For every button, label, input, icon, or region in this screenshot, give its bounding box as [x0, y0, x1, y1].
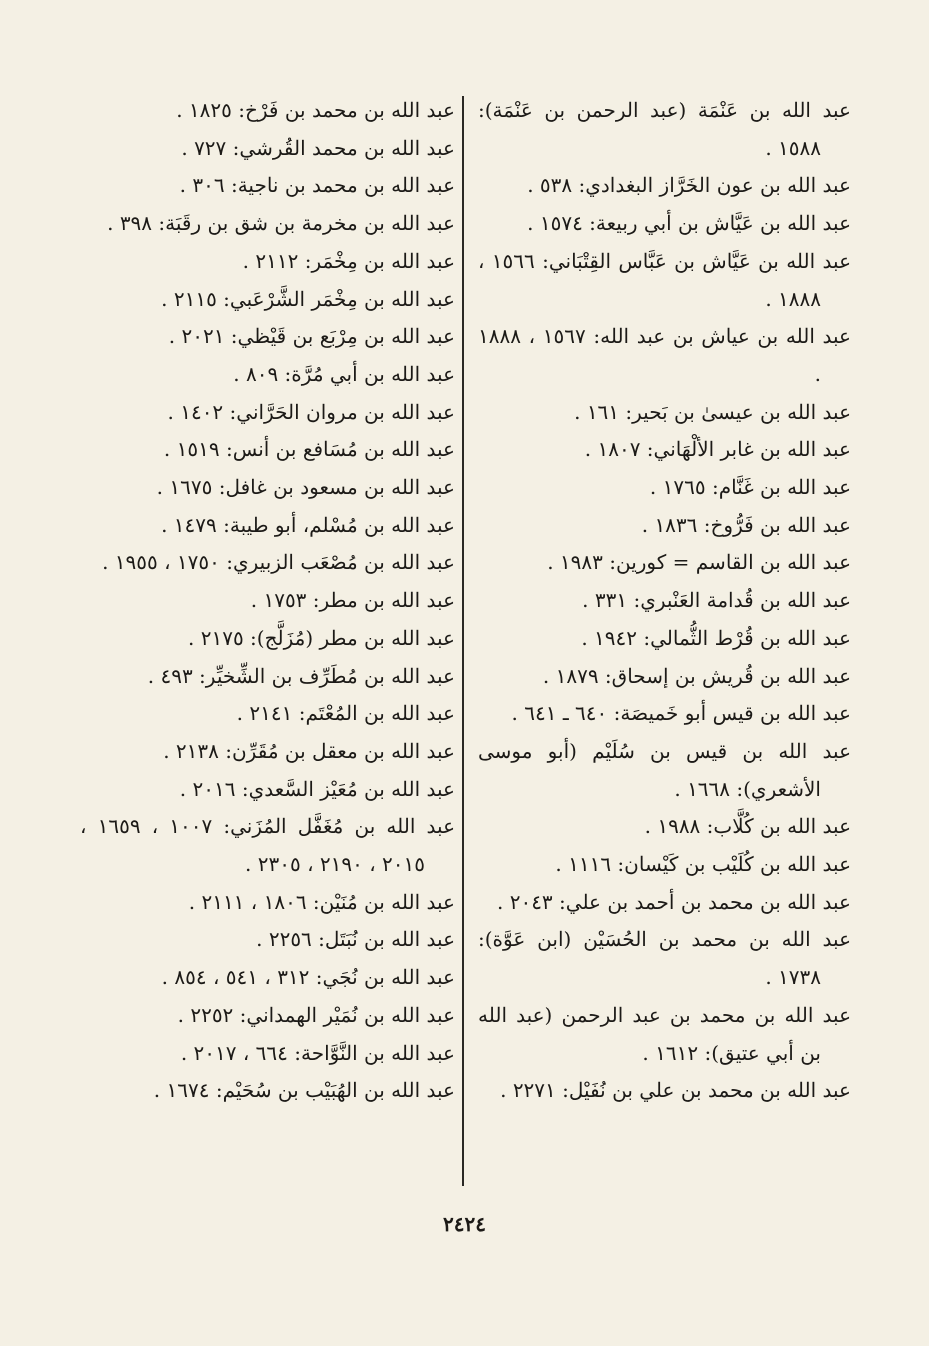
index-entry: عبد الله بن مِخْمَر: ٢١١٢ .	[242, 248, 455, 273]
index-entry: عبد الله بن عون الخَرَّاز البغدادي: ٥٣٨ .	[527, 173, 851, 198]
index-entry: عبد الله بن محمد بن علي بن نُفَيْل: ٢٢٧١ .	[500, 1078, 851, 1103]
index-entry: عبد الله بن قُرْط الثُّمالي: ١٩٤٢ .	[581, 625, 851, 650]
index-entry: عبد الله بن مُسَافع بن أنس: ١٥١٩ .	[163, 437, 455, 462]
index-entry: عبد الله بن عَيَّاش بن أبي ربيعة: ١٥٧٤ .	[527, 211, 851, 236]
index-entry: عبد الله بن محمد بن فَرْخ: ١٨٢٥ .	[176, 98, 455, 122]
index-entry: عبد الله بن معقل بن مُقَرِّن: ٢١٣٨ .	[163, 738, 455, 763]
index-entry: عبد الله بن غابر الألْهَاني: ١٨٠٧ .	[584, 437, 851, 462]
index-entry: عبد الله بن مطر: ١٧٥٣ .	[250, 588, 455, 613]
index-entry: عبد الله بن القاسم = كورين: ١٩٨٣ .	[547, 550, 851, 575]
index-entry: عبد الله بن مخرمة بن شق بن رقَبَة: ٣٩٨ .	[107, 211, 455, 236]
index-entry: عبد الله بن مُسْلم، أبو طيبة: ١٤٧٩ .	[161, 512, 455, 537]
index-entry: عبد الله بن نُجَي: ٣١٢ ، ٥٤١ ، ٨٥٤ .	[161, 965, 455, 990]
index-entry: عبد الله بن محمد بن عبد الرحمن (عبد الله بن أبي عتيق): ١٦١٢ .	[478, 1002, 851, 1065]
index-entry: عبد الله بن الهُبَيْب بن سُحَيْم: ١٦٧٤ .	[153, 1078, 455, 1103]
index-entry: عبد الله بن قيس أبو خَميصَة: ٦٤٠ ـ ٦٤١ .	[511, 701, 851, 726]
index-entry: عبد الله بن قُدامة العَنْبري: ٣٣١ .	[582, 588, 851, 613]
index-entry: عبد الله بن قُريش بن إسحاق: ١٨٧٩ .	[542, 663, 851, 688]
index-entry: عبد الله بن نُمَيْر الهمداني: ٢٢٥٢ .	[177, 1002, 455, 1027]
index-entry: عبد الله بن مُغَفَّل المُزَني: ١٠٠٧ ، ١٦٥٩ ، ٢٠١٥ ، ٢١٩٠ ، ٢٣٠٥ .	[80, 814, 456, 877]
index-entry: عبد الله بن نُبَتَل: ٢٢٥٦ .	[256, 927, 455, 952]
index-entry: عبد الله بن عَيَّاش بن عَبَّاس القِتْبَاني: ١٥٦٦ ، ١٨٨٨ .	[478, 248, 852, 311]
index-entry: عبد الله بن المُعْتَم: ٢١٤١ .	[236, 701, 455, 726]
index-entry: عبد الله بن عياش بن عبد الله: ١٥٦٧ ، ١٨٨٨ .	[478, 324, 851, 386]
index-entry: عبد الله بن مُطَرِّف بن الشِّخيِّر: ٤٩٣ .	[147, 663, 455, 688]
column-divider	[462, 96, 464, 1186]
index-entry: عبد الله بن النَّوَّاحة: ٦٦٤ ، ٢٠١٧ .	[180, 1040, 455, 1065]
index-entry: عبد الله بن فَرُّوخ: ١٨٣٦ .	[641, 512, 851, 537]
index-entry: عبد الله بن عَنْمَة (عبد الرحمن بن عَنْمَة): ١٥٨٨ .	[478, 98, 851, 160]
index-entry: عبد الله بن محمد بن ناجية: ٣٠٦ .	[179, 173, 455, 198]
index-entry: عبد الله بن غَنَّام: ١٧٦٥ .	[649, 475, 851, 500]
index-entry: عبد الله بن أبي مُرَّة: ٨٠٩ .	[233, 361, 455, 386]
index-entry: عبد الله بن كُلَيْب بن كَيْسان: ١١١٦ .	[555, 852, 851, 877]
index-entry: عبد الله بن محمد بن الحُسَيْن (ابن عَوَّة): ١٧٣٨ .	[478, 927, 851, 990]
index-entry: عبد الله بن مِرْبَع بن قَيْظي: ٢٠٢١ .	[168, 324, 455, 349]
index-entry: عبد الله بن محمد بن أحمد بن علي: ٢٠٤٣ .	[496, 889, 851, 914]
index-entry: عبد الله بن مطر (مُزَلَّج): ٢١٧٥ .	[188, 625, 455, 650]
page-number: ٢٤٢٤	[443, 1212, 486, 1236]
index-entry: عبد الله بن مسعود بن غافل: ١٦٧٥ .	[156, 475, 455, 500]
index-entry: عبد الله بن محمد القُرشي: ٧٢٧ .	[181, 135, 455, 160]
index-entry: عبد الله بن عيسىٰ بن بَحير: ١٦١ .	[574, 399, 851, 424]
left-column	[80, 92, 455, 1110]
index-entry: عبد الله بن مِخْمَر الشَّرْعَبي: ٢١١٥ .	[161, 286, 455, 311]
index-entry: عبد الله بن مروان الحَرَّاني: ١٤٠٢ .	[167, 399, 455, 424]
right-column	[478, 92, 851, 1110]
index-entry: عبد الله بن قيس بن سُلَيْم (أبو موسى الأشعري): ١٦٦٨ .	[478, 738, 851, 801]
index-entry: عبد الله بن كُلَّاب: ١٩٨٨ .	[644, 814, 851, 839]
index-entry: عبد الله بن مُنَيْن: ١٨٠٦ ، ٢١١١ .	[188, 889, 455, 914]
index-entry: عبد الله بن مُصْعَب الزبيري: ١٧٥٠ ، ١٩٥٥ .	[102, 550, 455, 575]
index-entry: عبد الله بن مُعَيْز السَّعدي: ٢٠١٦ .	[179, 776, 455, 801]
